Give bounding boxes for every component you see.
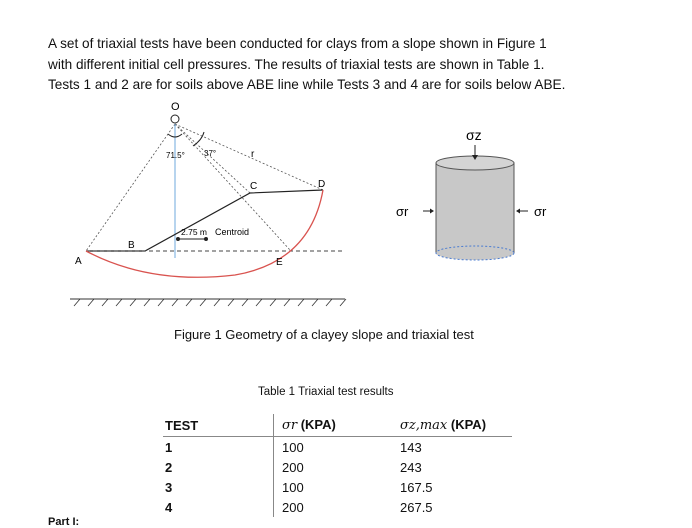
label-centroid: Centroid [215,227,250,237]
header-sigma-r-unit: (KPA) [297,417,336,432]
centroid-dot [204,237,208,241]
header-sigma-r-symbol: σr [282,418,298,433]
header-sigma-z-symbol: σz,max [400,418,448,433]
label-angle-2: 37° [204,149,217,158]
cell-sigma-r: 100 [274,477,401,497]
header-sigma-z [400,414,512,437]
header-test: TEST [163,414,274,437]
slope-diagram [70,101,346,306]
label-r: r [251,149,255,160]
sigma-r-left-label: σr [396,204,409,219]
intro-line-1: A set of triaxial tests have been conducted for clays from a slope shown in Figure 1 [48,36,547,51]
table-row [163,457,512,477]
intro-line-3: Tests 1 and 2 are for soils above ABE line while Tests 3 and 4 are for soils below ABE. [48,77,566,92]
label-c: C [250,181,258,192]
radius-to-c [175,124,250,193]
table-row [163,477,512,497]
cell-sigma-r: 200 [274,497,401,517]
label-a: A [75,256,82,267]
cell-sigma-z: 143 [400,439,422,455]
radius-to-a [86,124,175,251]
label-d: D [318,179,326,190]
header-sigma-z-unit: (KPA) [447,417,487,432]
sigma-z-label: σz [466,127,482,143]
table-row [163,497,512,517]
cell-test: 4 [165,499,173,515]
results-table [163,414,512,517]
cylinder-body [436,163,514,253]
cell-sigma-r: 100 [274,437,401,458]
sigma-r-left-arrowhead [430,209,434,214]
cell-sigma-z: 167.5 [400,479,433,495]
table-header-row [163,414,512,437]
header-sigma-r [274,414,401,437]
label-angle-1: 71.5° [166,151,185,160]
cell-sigma-r: 200 [274,457,401,477]
point-o-marker [171,115,179,123]
slope-surface [86,190,323,251]
sigma-r-right-label: σr [534,204,547,219]
table-row [163,437,512,458]
label-o: O [171,101,180,113]
part-label: Part I: [48,516,80,528]
ground-hatch [74,299,346,306]
intro-line-2: with different initial cell pressures. The results of triaxial tests are shown in Table 1. [48,56,545,72]
cell-test: 3 [165,479,173,495]
cell-sigma-z: 267.5 [400,499,433,515]
cell-sigma-z: 243 [400,459,422,475]
label-b: B [128,240,135,251]
triaxial-specimen [396,127,547,260]
radius-to-d [175,124,326,190]
label-distance: 2.75 m [181,227,207,237]
cylinder-base [436,246,514,260]
centroid-start-dot [176,237,180,241]
sigma-r-right-arrowhead [516,209,520,214]
label-e: E [276,257,283,268]
figure-caption: Figure 1 Geometry of a clayey slope and triaxial test [174,327,474,342]
cell-test: 2 [165,459,173,475]
cell-test: 1 [165,439,173,455]
table-caption: Table 1 Triaxial test results [258,386,394,398]
